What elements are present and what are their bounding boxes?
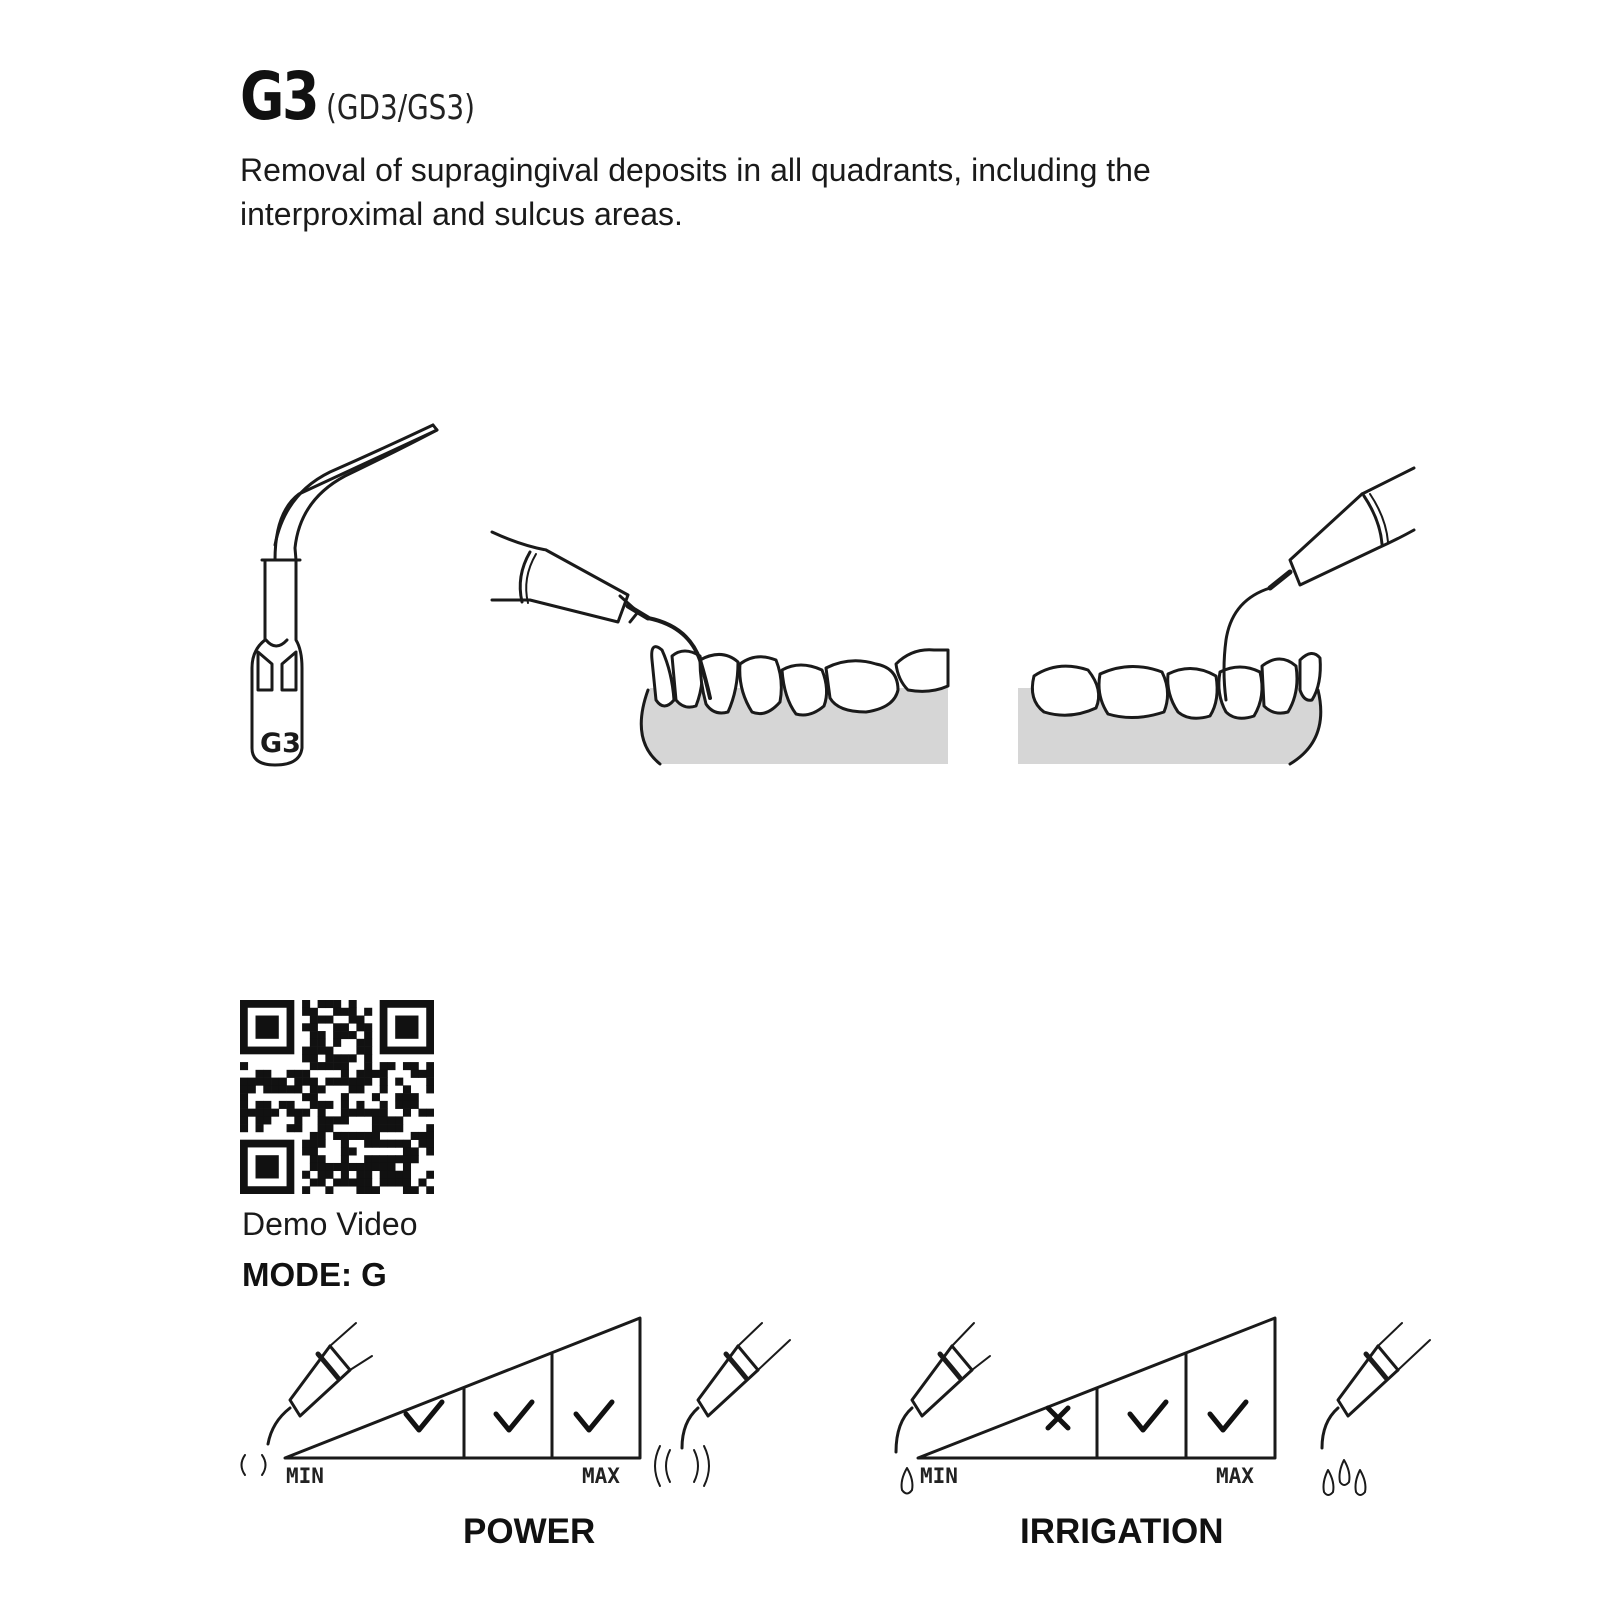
model-variants: (GD3/GS3) [326, 88, 476, 128]
irrigation-min-label: MIN [920, 1464, 958, 1488]
tip-label: G3 [260, 728, 301, 759]
irrigation-level-2-check-mark [1130, 1402, 1166, 1430]
irrigation-gauge [918, 1318, 1275, 1458]
power-max-label: MAX [582, 1464, 620, 1488]
irrigation-level-1-cross-mark [1048, 1408, 1068, 1428]
handpiece-low-power-icon [242, 1323, 373, 1475]
handpiece-high-power-icon [655, 1323, 790, 1486]
power-level-2-check-mark [496, 1402, 532, 1430]
irrigation-level-3-check-mark [1210, 1402, 1246, 1430]
power-level-1-check-mark [406, 1402, 442, 1430]
power-min-label: MIN [286, 1464, 324, 1488]
irrigation-max-label: MAX [1216, 1464, 1254, 1488]
mode-label: MODE: G [242, 1256, 387, 1293]
handpiece-high-irrigation-icon [1322, 1323, 1430, 1495]
power-level-3-check-mark [576, 1402, 612, 1430]
irrigation-title: IRRIGATION [1020, 1512, 1224, 1551]
model-code: G3 [240, 58, 318, 135]
description: Removal of supragingival deposits in all quadrants, including the interproximal and sulcus areas. [240, 152, 1151, 232]
demo-video-caption: Demo Video [242, 1206, 418, 1242]
power-title: POWER [463, 1512, 596, 1551]
